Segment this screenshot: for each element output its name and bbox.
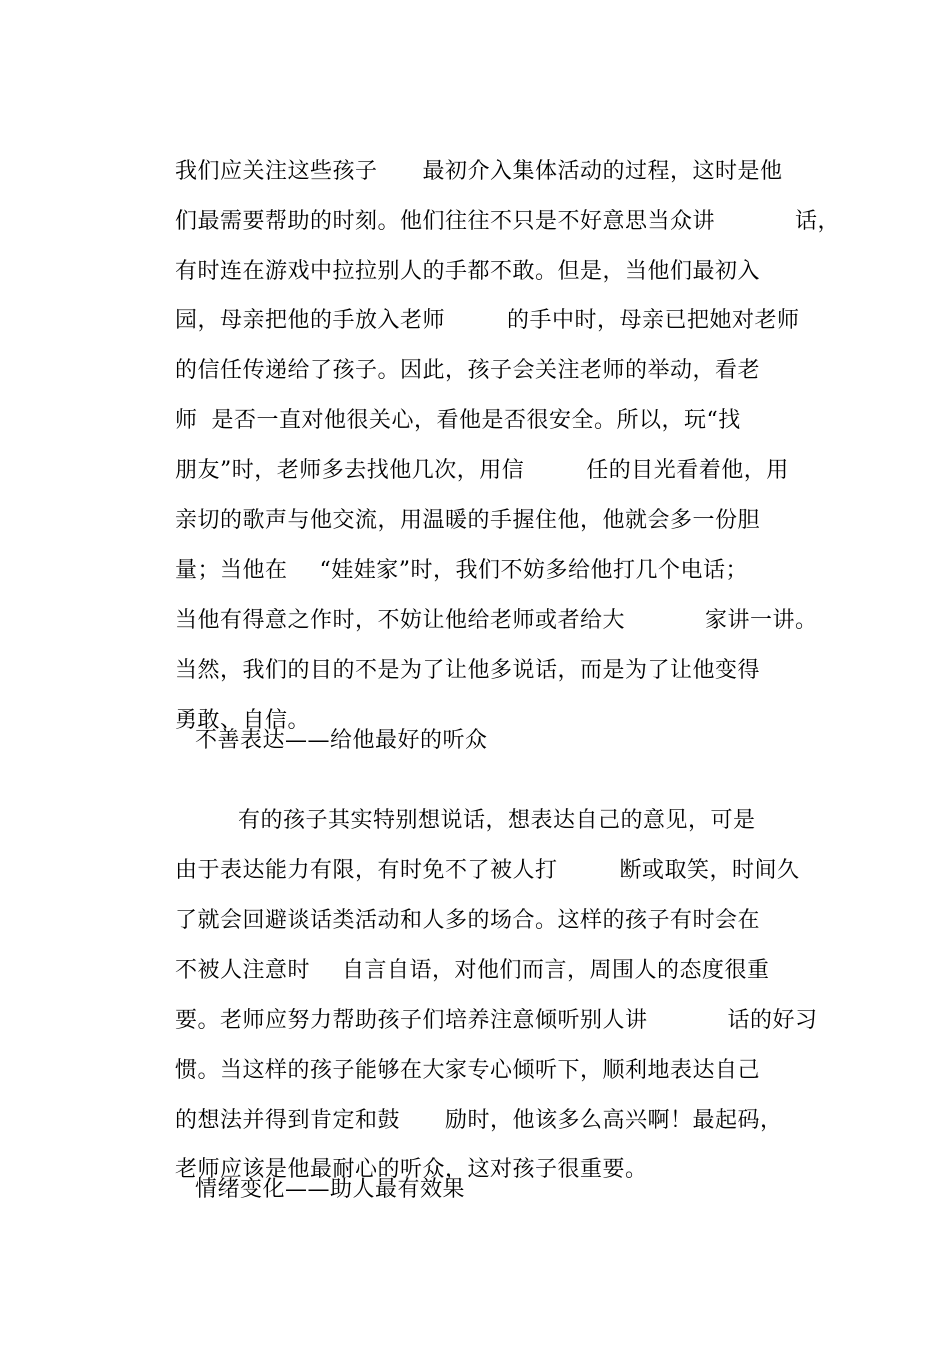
text-segment: 任的目光看着他，用 xyxy=(586,458,789,483)
text-segment: 不被人注意时 xyxy=(174,958,310,983)
text-segment: 量；当他在 xyxy=(174,558,288,583)
text-segment: 的手中时，母亲已把她对老师 xyxy=(507,308,800,333)
text-segment: 当他有得意之作时，不妨让他给老师或者给大 xyxy=(174,608,625,633)
text-segment: 师 xyxy=(174,408,198,433)
text-segment: 园，母亲把他的手放入老师 xyxy=(174,308,445,333)
section-heading: 情绪变化——助人最有效果 xyxy=(195,1177,466,1202)
text-segment: 惯。当这样的孩子能够在大家专心倾听下，顺利地表达自己 xyxy=(174,1058,760,1083)
text-segment: 有的孩子其实特别想说话，想表达自己的意见，可是 xyxy=(237,808,756,833)
text-segment: 自言自语，对他们而言，周围人的态度很重 xyxy=(342,958,770,983)
text-segment: 亲切的歌声与他交流，用温暖的手握住他，他就会多一份胆 xyxy=(174,508,760,533)
text-segment: 了就会回避谈话类活动和人多的场合。这样的孩子有时会在 xyxy=(174,908,760,933)
text-segment: 勇敢、自信。 xyxy=(174,708,310,733)
text-segment: 们最需要帮助的时刻。他们往往不只是不好意思当众讲 xyxy=(174,209,715,234)
section-heading: 不善表达——给他最好的听众 xyxy=(195,728,488,753)
text-segment: 要。老师应努力帮助孩子们培养注意倾听别人讲 xyxy=(174,1008,648,1033)
text-segment: 励时，他该多么高兴啊！最起码， xyxy=(445,1108,783,1133)
text-segment: 话， xyxy=(795,209,841,234)
text-segment: 最初介入集体活动的过程，这时是他 xyxy=(422,159,783,184)
text-segment: 家讲一讲。 xyxy=(705,608,818,633)
text-segment: 由于表达能力有限，有时免不了被人打 xyxy=(174,858,558,883)
text-segment: 断或取笑，时间久 xyxy=(619,858,800,883)
text-segment: 我们应关注这些孩子 xyxy=(174,159,378,184)
text-segment: 当然，我们的目的不是为了让他多说话，而是为了让他变得 xyxy=(174,658,760,683)
text-segment: 的想法并得到肯定和鼓 xyxy=(174,1108,400,1133)
text-segment: 是否一直对他很关心，看他是否很安全。所以，玩“找 xyxy=(211,408,741,433)
text-segment: 有时连在游戏中拉拉别人的手都不敢。但是，当他们最初入 xyxy=(174,259,760,284)
text-segment: 话的好习 xyxy=(727,1008,818,1033)
text-segment: 的信任传递给了孩子。因此，孩子会关注老师的举动，看老 xyxy=(174,358,760,383)
text-segment: 老师应该是他最耐心的听众，这对孩子很重要。 xyxy=(174,1157,648,1182)
text-segment: “娃娃家”时，我们不妨多给他打几个电话； xyxy=(319,558,748,583)
text-segment: 朋友”时，老师多去找他几次，用信 xyxy=(174,458,525,483)
